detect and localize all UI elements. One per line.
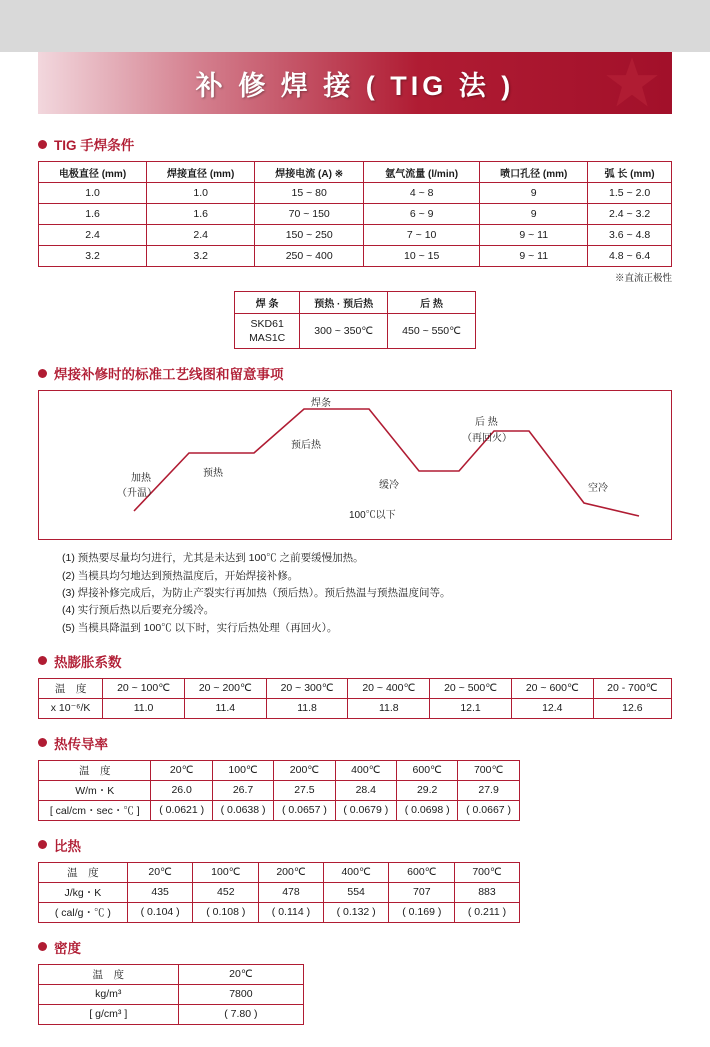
col-weld-diameter: 焊接直径 (mm): [147, 162, 255, 183]
table-header-row: [39, 862, 520, 882]
row-label-temperature: 温 度: [39, 964, 179, 984]
cell: 11.8: [348, 698, 430, 718]
cell: 10 ~ 15: [364, 246, 480, 267]
cell: 20 ~ 600℃: [511, 678, 593, 698]
col-electrode-diameter: 电极直径 (mm): [39, 162, 147, 183]
bullet-icon: [38, 942, 47, 951]
table-row: [39, 800, 520, 820]
cell: 1.6: [39, 204, 147, 225]
cell: 3.2: [147, 246, 255, 267]
col-postheat: 后 热: [388, 292, 476, 314]
bullet-icon: [38, 140, 47, 149]
cell: 9 ~ 11: [480, 246, 588, 267]
cell: 554: [323, 882, 389, 902]
note-item: (2) 当模具均匀地达到预热温度后，开始焊接补修。: [62, 569, 299, 582]
table-row: [39, 183, 672, 204]
row-label-calg: ( cal/g・℃ ): [39, 902, 128, 922]
cell: ( 0.0667 ): [458, 800, 519, 820]
cell: 20℃: [127, 862, 193, 882]
cell: 20 ~ 300℃: [266, 678, 348, 698]
cell: 400℃: [323, 862, 389, 882]
section-title-process: 焊接补修时的标准工艺线图和留意事项: [54, 367, 284, 383]
section-title-expansion: 热膨胀系数: [54, 654, 122, 670]
cell: 600℃: [396, 760, 457, 780]
material-skd61: SKD61: [250, 318, 284, 330]
section-title-density: 密度: [54, 940, 81, 956]
table-specific-heat: [38, 862, 520, 923]
row-label-gcm3: [ g/cm³ ]: [39, 1004, 179, 1024]
cell: 150 ~ 250: [255, 225, 364, 246]
label-interpass: 预后热: [291, 440, 321, 452]
cell: 9: [480, 183, 588, 204]
bullet-icon: [38, 656, 47, 665]
content: [0, 134, 710, 1025]
cell: 700℃: [458, 760, 519, 780]
label-postheat-sub: （再回火）: [462, 433, 512, 445]
label-heating: 加热: [131, 473, 151, 485]
material-mas1c: MAS1C: [249, 332, 286, 345]
row-label-temperature: 温 度: [39, 862, 128, 882]
cell: ( 0.169 ): [389, 902, 455, 922]
cell: 11.0: [103, 698, 185, 718]
cell: 26.7: [212, 780, 273, 800]
page-title: 补 修 焊 接 ( TIG 法 ): [195, 70, 515, 101]
cell: ( 0.211 ): [455, 902, 520, 922]
label-heating-sub: （升温）: [117, 488, 157, 500]
cell: 20℃: [178, 964, 304, 984]
cell: ( 0.0638 ): [212, 800, 273, 820]
cell: 1.5 ~ 2.0: [588, 183, 672, 204]
table-row: [39, 780, 520, 800]
cell: 3.6 ~ 4.8: [588, 225, 672, 246]
col-nozzle-bore: 喷口孔径 (mm): [480, 162, 588, 183]
cell: 6 ~ 9: [364, 204, 480, 225]
section-header-tig: [38, 134, 672, 154]
row-label-temperature: 温 度: [39, 760, 151, 780]
cell: 26.0: [151, 780, 212, 800]
cell: 2.4: [147, 225, 255, 246]
star-icon: [604, 55, 660, 111]
row-label-coefficient: x 10⁻⁶/K: [39, 698, 103, 718]
cell: 20℃: [151, 760, 212, 780]
cell-postheat-value: 450 ~ 550℃: [388, 314, 476, 349]
note-item: (4) 实行预后热以后要充分缓冷。: [62, 604, 215, 617]
cell: 452: [193, 882, 259, 902]
bullet-icon: [38, 369, 47, 378]
page: [0, 52, 710, 1047]
cell: 4.8 ~ 6.4: [588, 246, 672, 267]
note-item: (5) 当模具降温到 100℃ 以下时，实行后热处理（再回火）。: [62, 621, 338, 634]
row-label-kgm3: kg/m³: [39, 984, 179, 1004]
section-header-specific-heat: [38, 835, 672, 855]
cell: 1.6: [147, 204, 255, 225]
cell: 2.4 ~ 3.2: [588, 204, 672, 225]
label-rod: 焊条: [311, 398, 331, 410]
cell: 11.8: [266, 698, 348, 718]
cell: 20 ~ 500℃: [430, 678, 512, 698]
table-row: [235, 314, 476, 349]
cell: 12.1: [430, 698, 512, 718]
section-title-conductivity: 热传导率: [54, 736, 108, 752]
cell: 11.4: [184, 698, 266, 718]
col-argon-flow: 氩气流量 (l/min): [364, 162, 480, 183]
cell-preheat-value: 300 ~ 350℃: [300, 314, 388, 349]
label-below-100: 100℃以下: [349, 510, 396, 522]
cell: 20 - 700℃: [593, 678, 671, 698]
row-label-cal: [ cal/cm・sec・℃ ]: [39, 800, 151, 820]
table-row: [39, 902, 520, 922]
table-header-row: [39, 760, 520, 780]
cell: ( 0.0621 ): [151, 800, 212, 820]
table-tig-conditions: [38, 161, 672, 267]
cell: 20 ~ 200℃: [184, 678, 266, 698]
table-density: [38, 964, 304, 1025]
cell: 435: [127, 882, 193, 902]
row-label-temperature: 温 度: [39, 678, 103, 698]
note-item: (1) 预热要尽量均匀进行，尤其是未达到 100℃ 之前要缓慢加热。: [62, 552, 364, 565]
label-air-cool: 空冷: [588, 483, 608, 495]
cell: 250 ~ 400: [255, 246, 364, 267]
cell: ( 0.132 ): [323, 902, 389, 922]
cell: 883: [455, 882, 520, 902]
section-header-process: [38, 363, 672, 383]
preheat-table-wrap: [38, 291, 672, 349]
cell: 27.5: [274, 780, 335, 800]
label-postheat: 后 热: [475, 417, 498, 429]
table-row: [39, 225, 672, 246]
cell: 70 ~ 150: [255, 204, 364, 225]
note-item: (3) 焊接补修完成后，为防止产裂实行再加热（预后热）。预后热温与预热温度间等。: [62, 586, 451, 599]
table-row: [39, 246, 672, 267]
col-weld-current: 焊接电流 (A) ※: [255, 162, 364, 183]
row-label-wmk: W/m・K: [39, 780, 151, 800]
label-preheat: 预热: [203, 468, 223, 480]
col-preheat: 预热 · 预后热: [300, 292, 388, 314]
process-notes: [62, 550, 672, 637]
cell: ( 0.0679 ): [335, 800, 396, 820]
table-thermal-conductivity: [38, 760, 520, 821]
cell: ( 0.114 ): [259, 902, 324, 922]
section-title-tig: TIG 手焊条件: [54, 138, 135, 153]
page-banner: [38, 52, 672, 114]
cell: 200℃: [259, 862, 324, 882]
cell: 20 ~ 100℃: [103, 678, 185, 698]
table-row: [39, 698, 672, 718]
table-row: [39, 984, 304, 1004]
table-row: [39, 204, 672, 225]
cell: 100℃: [193, 862, 259, 882]
cell: 1.0: [147, 183, 255, 204]
cell: 15 ~ 80: [255, 183, 364, 204]
cell: 7800: [178, 984, 304, 1004]
cell: ( 0.104 ): [127, 902, 193, 922]
table-row: [39, 882, 520, 902]
process-diagram: [38, 390, 672, 540]
table-header-row: [235, 292, 476, 314]
cell: 27.9: [458, 780, 519, 800]
cell: 478: [259, 882, 324, 902]
table-thermal-expansion: [38, 678, 672, 719]
cell: ( 0.0698 ): [396, 800, 457, 820]
cell: 3.2: [39, 246, 147, 267]
cell: 4 ~ 8: [364, 183, 480, 204]
bullet-icon: [38, 840, 47, 849]
col-welding-rod: 焊 条: [235, 292, 300, 314]
cell: 707: [389, 882, 455, 902]
cell: 600℃: [389, 862, 455, 882]
cell: 2.4: [39, 225, 147, 246]
section-header-conductivity: [38, 733, 672, 753]
cell: 29.2: [396, 780, 457, 800]
table-preheat-postheat: [234, 291, 476, 349]
table-row: [39, 1004, 304, 1024]
cell: 9: [480, 204, 588, 225]
col-arc-length: 弧 长 (mm): [588, 162, 672, 183]
tig-footnote: ※直流正极性: [614, 273, 672, 284]
cell: 20 ~ 400℃: [348, 678, 430, 698]
cell: 200℃: [274, 760, 335, 780]
cell: 100℃: [212, 760, 273, 780]
cell: ( 7.80 ): [178, 1004, 304, 1024]
row-label-jkgk: J/kg・K: [39, 882, 128, 902]
table-header-row: [39, 964, 304, 984]
cell: 1.0: [39, 183, 147, 204]
cell: 12.6: [593, 698, 671, 718]
table-header-row: [39, 162, 672, 183]
cell: ( 0.0657 ): [274, 800, 335, 820]
bullet-icon: [38, 738, 47, 747]
cell: ( 0.108 ): [193, 902, 259, 922]
section-header-expansion: [38, 651, 672, 671]
cell: 12.4: [511, 698, 593, 718]
cell: 700℃: [455, 862, 520, 882]
cell-materials: [235, 314, 300, 349]
section-header-density: [38, 937, 672, 957]
table-header-row: [39, 678, 672, 698]
label-slow-cool: 缓冷: [379, 480, 399, 492]
cell: 28.4: [335, 780, 396, 800]
cell: 400℃: [335, 760, 396, 780]
cell: 7 ~ 10: [364, 225, 480, 246]
section-title-specific-heat: 比热: [54, 838, 81, 854]
cell: 9 ~ 11: [480, 225, 588, 246]
